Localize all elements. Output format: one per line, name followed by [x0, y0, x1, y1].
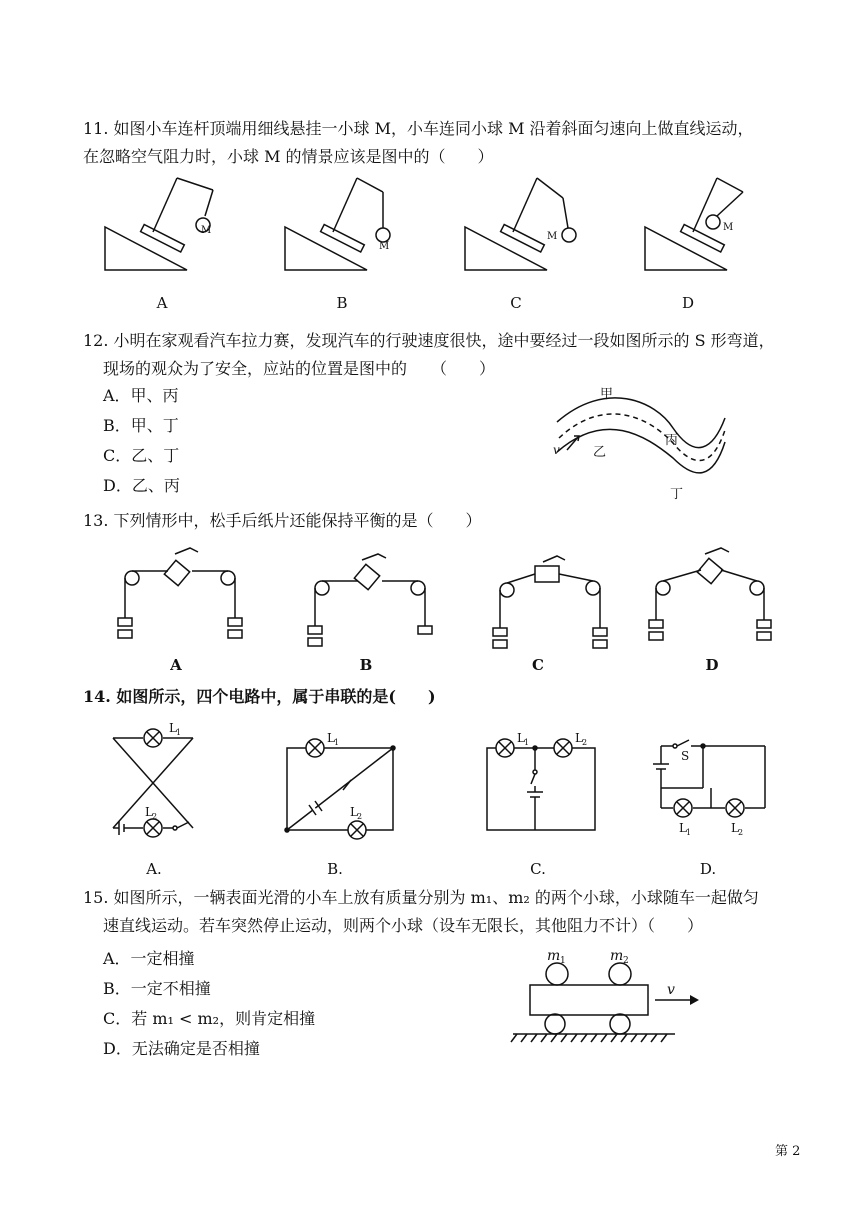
- svg-text:2: 2: [738, 828, 744, 837]
- q15-label-m2: m: [610, 948, 624, 964]
- q14-d-l1: L: [679, 821, 687, 835]
- q14-a-l2: L: [145, 805, 153, 819]
- q14-label-d: D.: [699, 860, 717, 878]
- svg-text:2: 2: [582, 738, 588, 747]
- q13-label-c: C: [532, 656, 544, 674]
- q12-label-bing: 丙: [665, 433, 679, 448]
- q13-figures: [110, 540, 790, 650]
- q14-a-l1: L: [169, 721, 177, 735]
- q14-d-s: S: [681, 749, 690, 763]
- q15-cart-figure: [505, 940, 705, 1050]
- q14-label-a: A.: [146, 860, 162, 878]
- q11-ball-label-a: M: [201, 225, 212, 236]
- q15-label-m1: m: [547, 948, 561, 964]
- q14-b-l2: L: [350, 805, 358, 819]
- q12-option-a: A．甲、丙: [103, 386, 179, 405]
- svg-text:1: 1: [560, 956, 566, 966]
- q12-option-d: D．乙、丙: [103, 476, 180, 495]
- q11-ball-label-d: M: [723, 222, 734, 233]
- q12-label-ding: 丁: [670, 487, 684, 502]
- svg-text:1: 1: [176, 728, 182, 737]
- q11-stem-line2: 在忽略空气阻力时，小球 M 的情景应该是图中的（ ）: [83, 147, 494, 166]
- q14-b-l1: L: [327, 731, 335, 745]
- q13-figure-d: [649, 548, 771, 640]
- q14-label-c: C.: [530, 860, 546, 878]
- q11-label-c: C: [510, 294, 522, 312]
- q14-circuit-c: [487, 739, 595, 830]
- q14-stem-line1: 14. 如图所示，四个电路中，属于串联的是( ): [83, 687, 436, 706]
- q14-label-b: B.: [327, 860, 343, 878]
- q15-option-d: D．无法确定是否相撞: [103, 1039, 260, 1058]
- q14-d-l2: L: [731, 821, 739, 835]
- q11-ball-label-c: M: [547, 231, 558, 242]
- svg-text:1: 1: [524, 738, 530, 747]
- q12-option-c: C．乙、丁: [103, 446, 180, 465]
- q14-circuits: [105, 718, 785, 848]
- q13-label-a: A: [170, 656, 182, 674]
- svg-text:1: 1: [686, 828, 692, 837]
- svg-text:2: 2: [152, 812, 158, 821]
- svg-text:2: 2: [623, 956, 629, 966]
- q13-label-d: D: [705, 656, 719, 674]
- q14-circuit-b: [285, 739, 395, 839]
- q13-figure-b: [308, 554, 432, 646]
- q12-label-jia: 甲: [600, 387, 614, 402]
- q11-label-d: D: [681, 294, 695, 312]
- q12-label-v: v: [553, 443, 560, 457]
- q12-s-curve-figure: [545, 380, 735, 505]
- q11-figures: [95, 172, 795, 282]
- svg-text:1: 1: [334, 738, 340, 747]
- q14-circuit-d: [653, 740, 765, 817]
- q13-figure-a: [118, 548, 242, 638]
- q13-figure-c: [493, 556, 607, 648]
- q11-ball-label-b: M: [379, 241, 390, 252]
- q15-option-a: A．一定相撞: [103, 949, 195, 968]
- q13-stem-line1: 13. 下列情形中，松手后纸片还能保持平衡的是（ ）: [83, 511, 482, 530]
- q15-option-b: B．一定不相撞: [103, 979, 211, 998]
- q12-label-yi: 乙: [593, 445, 607, 460]
- q11-stem-line1: 11. 如图小车连杆顶端用细线悬挂一小球 M，小车连同小球 M 沿着斜面匀速向上做直线运动，: [83, 119, 754, 138]
- q15-stem-line2: 速直线运动。若车突然停止运动，则两个小球（设车无限长，其他阻力不计）（ ）: [103, 916, 704, 935]
- page-number: 第 2: [775, 1144, 801, 1159]
- q11-figure-c: [465, 178, 576, 270]
- q11-figure-b: [285, 178, 390, 270]
- q13-label-b: B: [359, 656, 373, 674]
- q11-label-a: A: [156, 294, 168, 312]
- q12-option-b: B．甲、丁: [103, 416, 179, 435]
- svg-text:2: 2: [357, 812, 363, 821]
- q11-figure-a: [105, 178, 213, 270]
- q15-label-v: v: [667, 982, 675, 998]
- q14-c-l2: L: [575, 731, 583, 745]
- q11-label-b: B: [336, 294, 348, 312]
- q12-stem-line2: 现场的观众为了安全，应站的位置是图中的 （ ）: [103, 359, 496, 378]
- q15-option-c: C．若 m₁ < m₂，则肯定相撞: [103, 1009, 316, 1028]
- q12-stem-line1: 12. 小明在家观看汽车拉力赛，发现汽车的行驶速度很快，途中要经过一段如图所示的 S 形弯道，: [83, 331, 775, 350]
- q14-c-l1: L: [517, 731, 525, 745]
- q15-stem-line1: 15. 如图所示，一辆表面光滑的小车上放有质量分别为 m₁、m₂ 的两个小球，小球随车一起做匀: [83, 888, 759, 907]
